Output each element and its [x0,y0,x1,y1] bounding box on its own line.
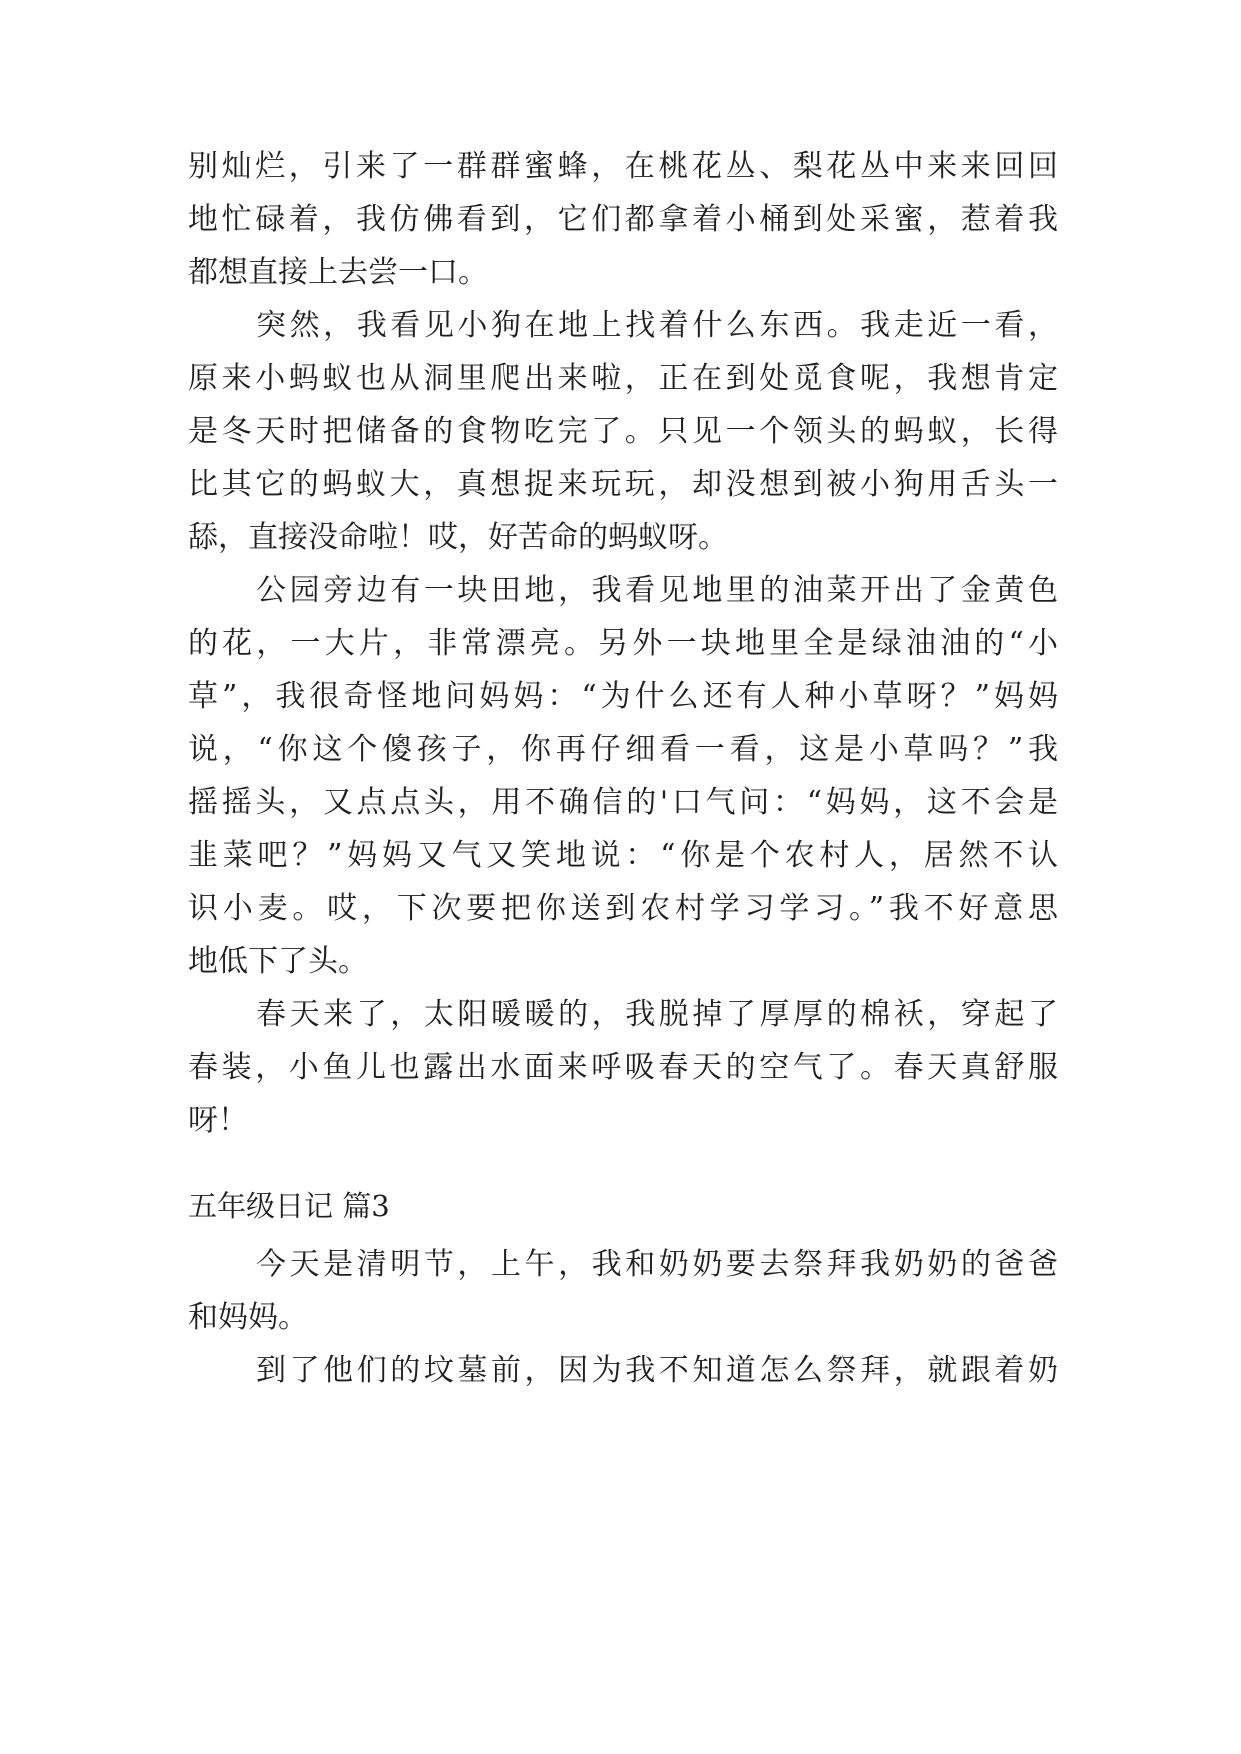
text-line: 和妈妈。 [188,1300,308,1335]
text-line: 的花，一大片，非常漂亮。另外一块地里全是绿油油的“小 [188,626,1058,661]
text-line: 别灿烂，引来了一群群蜜蜂，在桃花丛、梨花丛中来来回回 [188,149,1058,184]
text-line: 春装，小鱼儿也露出水面来呼吸春天的空气了。春天真舒服 [188,1050,1058,1085]
section-heading: 五年级日记 篇3 [188,1189,390,1223]
text-line: 是冬天时把储备的食物吃完了。只见一个领头的蚂蚁，长得 [188,414,1058,449]
text-line: 草”，我很奇怪地问妈妈：“为什么还有人种小草呀？”妈妈 [188,679,1058,714]
text-line: 突然，我看见小狗在地上找着什么东西。我走近一看， [256,308,1058,343]
text-line: 地忙碌着，我仿佛看到，它们都拿着小桶到处采蜜，惹着我 [188,202,1058,237]
text-line: 地低下了头。 [188,944,368,979]
text-line: 公园旁边有一块田地，我看见地里的油菜开出了金黄色 [256,573,1058,608]
text-line: 原来小蚂蚁也从洞里爬出来啦，正在到处觅食呢，我想肯定 [188,361,1058,396]
text-line: 识小麦。哎，下次要把你送到农村学习学习。”我不好意思 [188,891,1058,926]
text-line: 舔，直接没命啦！哎，好苦命的蚂蚁呀。 [188,520,728,555]
text-line: 呀！ [188,1103,248,1138]
text-line: 到了他们的坟墓前，因为我不知道怎么祭拜，就跟着奶 [256,1353,1058,1388]
text-line: 摇摇头，又点点头，用不确信的'口气问：“妈妈，这不会是 [188,785,1058,820]
text-line: 春天来了，太阳暖暖的，我脱掉了厚厚的棉袄，穿起了 [256,997,1058,1032]
text-line: 韭菜吧？”妈妈又气又笑地说：“你是个农村人，居然不认 [188,838,1058,873]
text-line: 比其它的蚂蚁大，真想捉来玩玩，却没想到被小狗用舌头一 [188,467,1058,502]
text-line: 说，“你这个傻孩子，你再仔细看一看，这是小草吗？”我 [188,732,1058,767]
text-line: 今天是清明节，上午，我和奶奶要去祭拜我奶奶的爸爸 [256,1247,1058,1282]
text-line: 都想直接上去尝一口。 [188,255,488,290]
